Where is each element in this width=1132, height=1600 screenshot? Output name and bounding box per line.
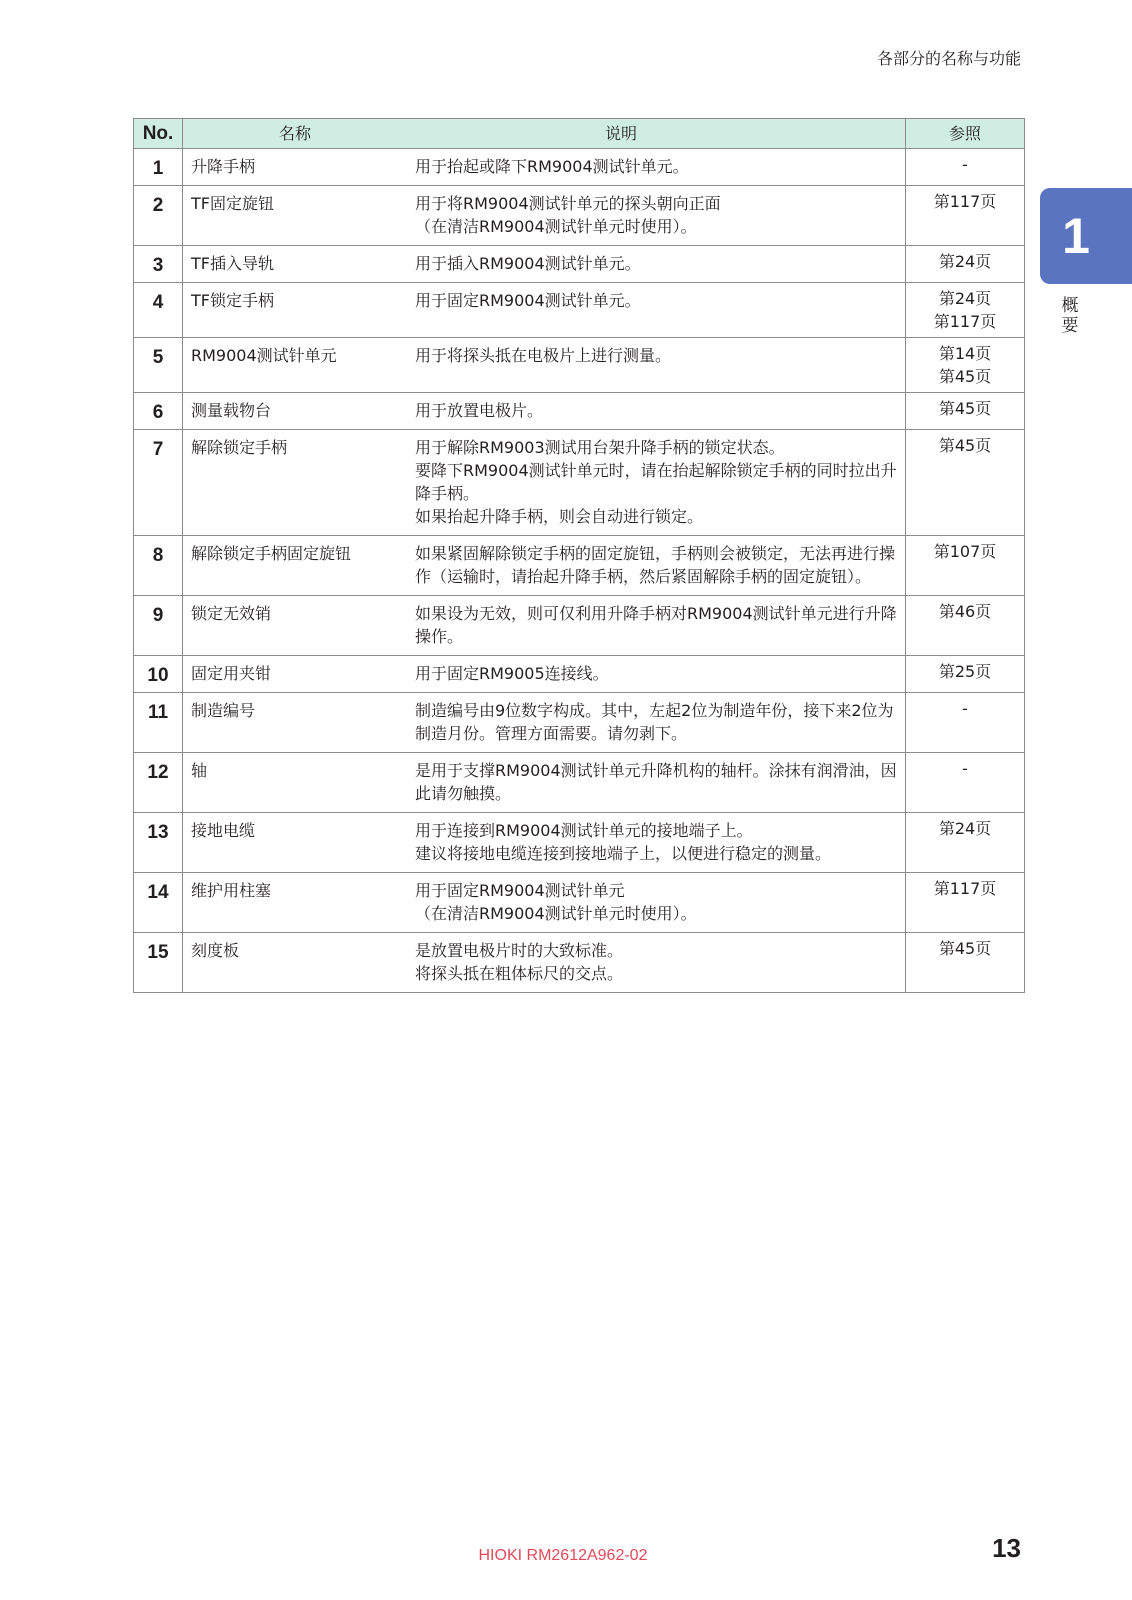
row-number: 15 (134, 933, 183, 993)
description-line: 用于将RM9004测试针单元的探头朝向正面 (415, 194, 721, 213)
page-reference (906, 813, 1025, 873)
part-description (415, 759, 897, 805)
reference-link[interactable]: 第117页 (933, 312, 997, 331)
part-description (415, 344, 897, 367)
part-name: 接地电缆 (191, 821, 256, 840)
part-description (415, 252, 897, 275)
reference-link[interactable]: 第45页 (938, 939, 992, 958)
reference-link[interactable]: 第25页 (938, 662, 992, 681)
table-row (134, 430, 1025, 536)
row-number: 8 (134, 536, 183, 596)
part-name: 测量载物台 (191, 401, 272, 420)
reference-link[interactable]: 第45页 (938, 436, 992, 455)
page-reference (906, 873, 1025, 933)
row-name-desc (183, 338, 906, 393)
reference-link[interactable]: 第24页 (938, 819, 992, 838)
row-name-desc (183, 186, 906, 246)
table-row (134, 693, 1025, 753)
reference-link[interactable]: 第46页 (938, 602, 992, 621)
parts-table (133, 118, 1025, 993)
reference-link[interactable]: 第45页 (938, 399, 992, 418)
part-name: TF锁定手柄 (191, 291, 274, 310)
part-name: 维护用柱塞 (191, 881, 272, 900)
description-line: 建议将接地电缆连接到接地端子上，以便进行稳定的测量。 (415, 844, 832, 863)
description-line: 用于插入RM9004测试针单元。 (415, 254, 641, 273)
part-name: 锁定无效销 (191, 604, 272, 623)
page-reference (906, 693, 1025, 753)
header-ref: 参照 (906, 119, 1025, 149)
description-line: 制造编号由9位数字构成。其中，左起2位为制造年份，接下来2位为制造月份。管理方面需要。请勿剥下。 (415, 701, 894, 743)
row-name-desc (183, 430, 906, 536)
row-number: 12 (134, 753, 183, 813)
part-description (415, 662, 897, 685)
part-description (415, 699, 897, 745)
description-line: 用于将探头抵在电极片上进行测量。 (415, 346, 672, 365)
page-reference (906, 338, 1025, 393)
description-line: 如果设为无效，则可仅利用升降手柄对RM9004测试针单元进行升降操作。 (415, 604, 897, 646)
header-name-desc (183, 119, 906, 149)
row-name-desc (183, 693, 906, 753)
row-name-desc (183, 536, 906, 596)
part-description (415, 436, 897, 528)
table-row (134, 933, 1025, 993)
table-row (134, 393, 1025, 430)
reference-link: - (962, 699, 968, 718)
table-header-row (134, 119, 1025, 149)
part-description (415, 939, 897, 985)
page-number: 13 (992, 1533, 1021, 1563)
row-number: 7 (134, 430, 183, 536)
row-number: 9 (134, 596, 183, 656)
row-name-desc (183, 149, 906, 186)
description-line: 要降下RM9004测试针单元时，请在抬起解除锁定手柄的同时拉出升降手柄。 (415, 461, 897, 503)
part-name: 轴 (191, 761, 208, 780)
reference-link[interactable]: 第14页 (938, 344, 992, 363)
part-name: 解除锁定手柄 (191, 438, 288, 457)
row-number: 6 (134, 393, 183, 430)
table-row (134, 873, 1025, 933)
part-name: 刻度板 (191, 941, 240, 960)
part-description (415, 289, 897, 312)
row-number: 13 (134, 813, 183, 873)
row-name-desc (183, 393, 906, 430)
table-row (134, 536, 1025, 596)
row-number: 11 (134, 693, 183, 753)
page-reference (906, 283, 1025, 338)
row-number: 3 (134, 246, 183, 283)
table-row (134, 338, 1025, 393)
table-row (134, 753, 1025, 813)
description-line: （在清洁RM9004测试针单元时使用）。 (415, 904, 697, 923)
doc-id: HIOKI RM2612A962-02 (478, 1547, 648, 1564)
table-row (134, 283, 1025, 338)
page-reference (906, 536, 1025, 596)
part-description (415, 192, 897, 238)
page-reference (906, 149, 1025, 186)
description-line: （在清洁RM9004测试针单元时使用）。 (415, 217, 697, 236)
description-line: 如果紧固解除锁定手柄的固定旋钮，手柄则会被锁定，无法再进行操作（运输时，请抬起升降手柄，然后紧固解除手柄的固定旋钮）。 (415, 544, 896, 586)
part-name: 解除锁定手柄固定旋钮 (191, 544, 352, 563)
table-row (134, 813, 1025, 873)
row-number: 2 (134, 186, 183, 246)
row-name-desc (183, 246, 906, 283)
chapter-tab[interactable]: 1 (1040, 188, 1132, 284)
part-description (415, 542, 897, 588)
row-name-desc (183, 813, 906, 873)
reference-link[interactable]: 第107页 (933, 542, 997, 561)
table-row (134, 656, 1025, 693)
row-name-desc (183, 283, 906, 338)
row-name-desc (183, 753, 906, 813)
header-no: No. (134, 119, 183, 149)
page-reference (906, 393, 1025, 430)
header-name: 名称 (278, 124, 311, 143)
description-line: 用于固定RM9004测试针单元。 (415, 291, 641, 310)
reference-link: - (962, 155, 968, 174)
part-description (415, 819, 897, 865)
part-name: 固定用夹钳 (191, 664, 272, 683)
page-reference (906, 933, 1025, 993)
description-line: 用于抬起或降下RM9004测试针单元。 (415, 157, 689, 176)
page-reference (906, 430, 1025, 536)
description-line: 用于解除RM9003测试用台架升降手柄的锁定状态。 (415, 438, 785, 457)
reference-link[interactable]: 第45页 (938, 367, 992, 386)
reference-link: - (962, 759, 968, 778)
table-row (134, 596, 1025, 656)
part-description (415, 879, 897, 925)
running-head: 各部分的名称与功能 (876, 49, 1021, 68)
description-line: 是用于支撑RM9004测试针单元升降机构的轴杆。涂抹有润滑油，因此请勿触摸。 (415, 761, 897, 803)
part-name: TF插入导轨 (191, 254, 274, 273)
reference-link[interactable]: 第117页 (933, 192, 997, 211)
description-line: 用于放置电极片。 (415, 401, 544, 420)
row-number: 14 (134, 873, 183, 933)
row-number: 1 (134, 149, 183, 186)
page-reference (906, 186, 1025, 246)
description-line: 如果抬起升降手柄，则会自动进行锁定。 (415, 507, 704, 526)
chapter-label: 概要 (1061, 296, 1079, 336)
table-row (134, 246, 1025, 283)
reference-link[interactable]: 第24页 (938, 252, 992, 271)
reference-link[interactable]: 第24页 (938, 289, 992, 308)
row-name-desc (183, 933, 906, 993)
part-name: 制造编号 (191, 701, 256, 720)
page-reference (906, 246, 1025, 283)
row-name-desc (183, 596, 906, 656)
table-row (134, 186, 1025, 246)
description-line: 将探头抵在粗体标尺的交点。 (415, 964, 624, 983)
description-line: 用于固定RM9005连接线。 (415, 664, 609, 683)
part-name: RM9004测试针单元 (191, 346, 337, 365)
part-description (415, 155, 897, 178)
description-line: 用于连接到RM9004测试针单元的接地端子上。 (415, 821, 753, 840)
table-body (134, 149, 1025, 993)
page-reference (906, 753, 1025, 813)
row-number: 5 (134, 338, 183, 393)
row-name-desc (183, 873, 906, 933)
row-name-desc (183, 656, 906, 693)
table-row (134, 149, 1025, 186)
description-line: 用于固定RM9004测试针单元 (415, 881, 625, 900)
part-name: TF固定旋钮 (191, 194, 274, 213)
row-number: 4 (134, 283, 183, 338)
reference-link[interactable]: 第117页 (933, 879, 997, 898)
part-description (415, 602, 897, 648)
part-name: 升降手柄 (191, 157, 256, 176)
page-reference (906, 656, 1025, 693)
row-number: 10 (134, 656, 183, 693)
page-reference (906, 596, 1025, 656)
header-desc: 说明 (604, 124, 637, 143)
part-description (415, 399, 897, 422)
description-line: 是放置电极片时的大致标准。 (415, 941, 624, 960)
